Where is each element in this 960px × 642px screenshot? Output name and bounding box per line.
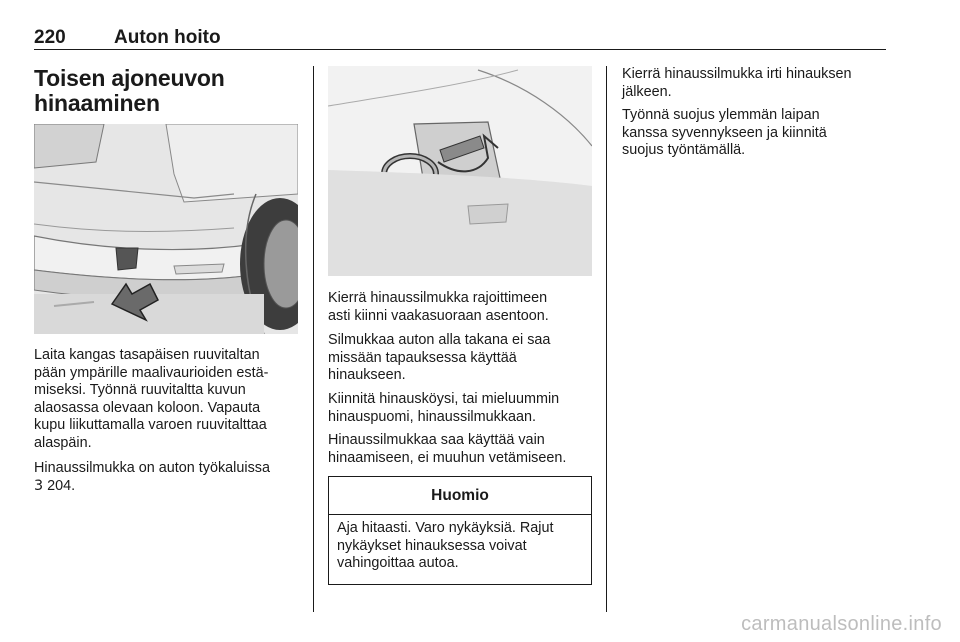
text-line: Laita kangas tasapäisen ruuvitaltan [34, 347, 260, 363]
text-line: vahingoittaa autoa. [337, 555, 459, 572]
paragraph-no-underbody-eye [328, 332, 596, 385]
paragraph-refit-cover [622, 107, 890, 160]
text-line: hinauspuomi, hinaussilmukkaan. [328, 408, 536, 425]
notice-body [329, 515, 591, 573]
text-line: kupu liikuttamalla varoen ruuvitalttaa [34, 417, 267, 434]
text-line: Hinaussilmukka on auton työkaluissa [34, 460, 270, 476]
page-number: 220 [34, 27, 66, 48]
text-line: alaspäin. [34, 434, 92, 451]
text-line: Kierrä hinaussilmukka rajoittimeen [328, 290, 548, 306]
text-line: Silmukkaa auton alla takana ei saa [328, 332, 551, 348]
rear-bumper-cover-illustration [34, 124, 298, 334]
text-line: jälkeen. [622, 83, 672, 100]
tow-eye-installed-illustration [328, 66, 592, 276]
paragraph-tools-reference [34, 460, 302, 495]
page-ref-icon: 3 [34, 477, 44, 494]
section-title-line-1: Toisen ajoneuvon [34, 65, 225, 91]
text-line: asti kiinni vaakasuoraan asentoon. [328, 307, 549, 324]
text-line: Työnnä suojus ylemmän laipan [622, 107, 820, 123]
text-line: pään ympärille maalivaurioiden estä- [34, 364, 269, 381]
text-line: Aja hitaasti. Varo nykäyksiä. Rajut [337, 520, 554, 536]
paragraph-attach-rope [328, 391, 596, 426]
text-line: hinaamiseen, ei muuhun vetämiseen. [328, 449, 567, 466]
paragraph-towing-only [328, 432, 596, 467]
text-line: hinaukseen. [328, 367, 406, 384]
text-line: Kierrä hinaussilmukka irti hinauksen [622, 66, 852, 82]
text-line [34, 478, 302, 496]
text-line: missään tapauksessa käyttää [328, 349, 517, 366]
paragraph-screw-in-eye [328, 290, 596, 325]
text-line: kanssa syvennykseen ja kiinnitä [622, 124, 827, 141]
watermark: carmanualsonline.info [741, 613, 942, 635]
paragraph-remove-cover [34, 347, 302, 453]
text-line: alaosassa olevaan koloon. Vapauta [34, 399, 261, 416]
section-title-line-2: hinaaminen [34, 90, 160, 116]
chapter-title: Auton hoito [114, 27, 221, 48]
text-line: Hinaussilmukkaa saa käyttää vain [328, 432, 545, 448]
text-line: miseksi. Työnnä ruuvitaltta kuvun [34, 382, 246, 399]
text-line: Kiinnitä hinausköysi, tai mieluummin [328, 391, 560, 407]
text-line: nykäykset hinauksessa voivat [337, 537, 527, 554]
notice-box [328, 476, 592, 585]
column-divider-2 [606, 66, 607, 612]
section-heading [34, 66, 298, 116]
page-header [34, 28, 886, 50]
notice-heading: Huomio [329, 477, 591, 515]
page-ref-link[interactable]: 204. [47, 477, 76, 494]
text-line: suojus työntämällä. [622, 142, 746, 159]
column-divider-1 [313, 66, 314, 612]
paragraph-unscrew-eye [622, 66, 890, 101]
